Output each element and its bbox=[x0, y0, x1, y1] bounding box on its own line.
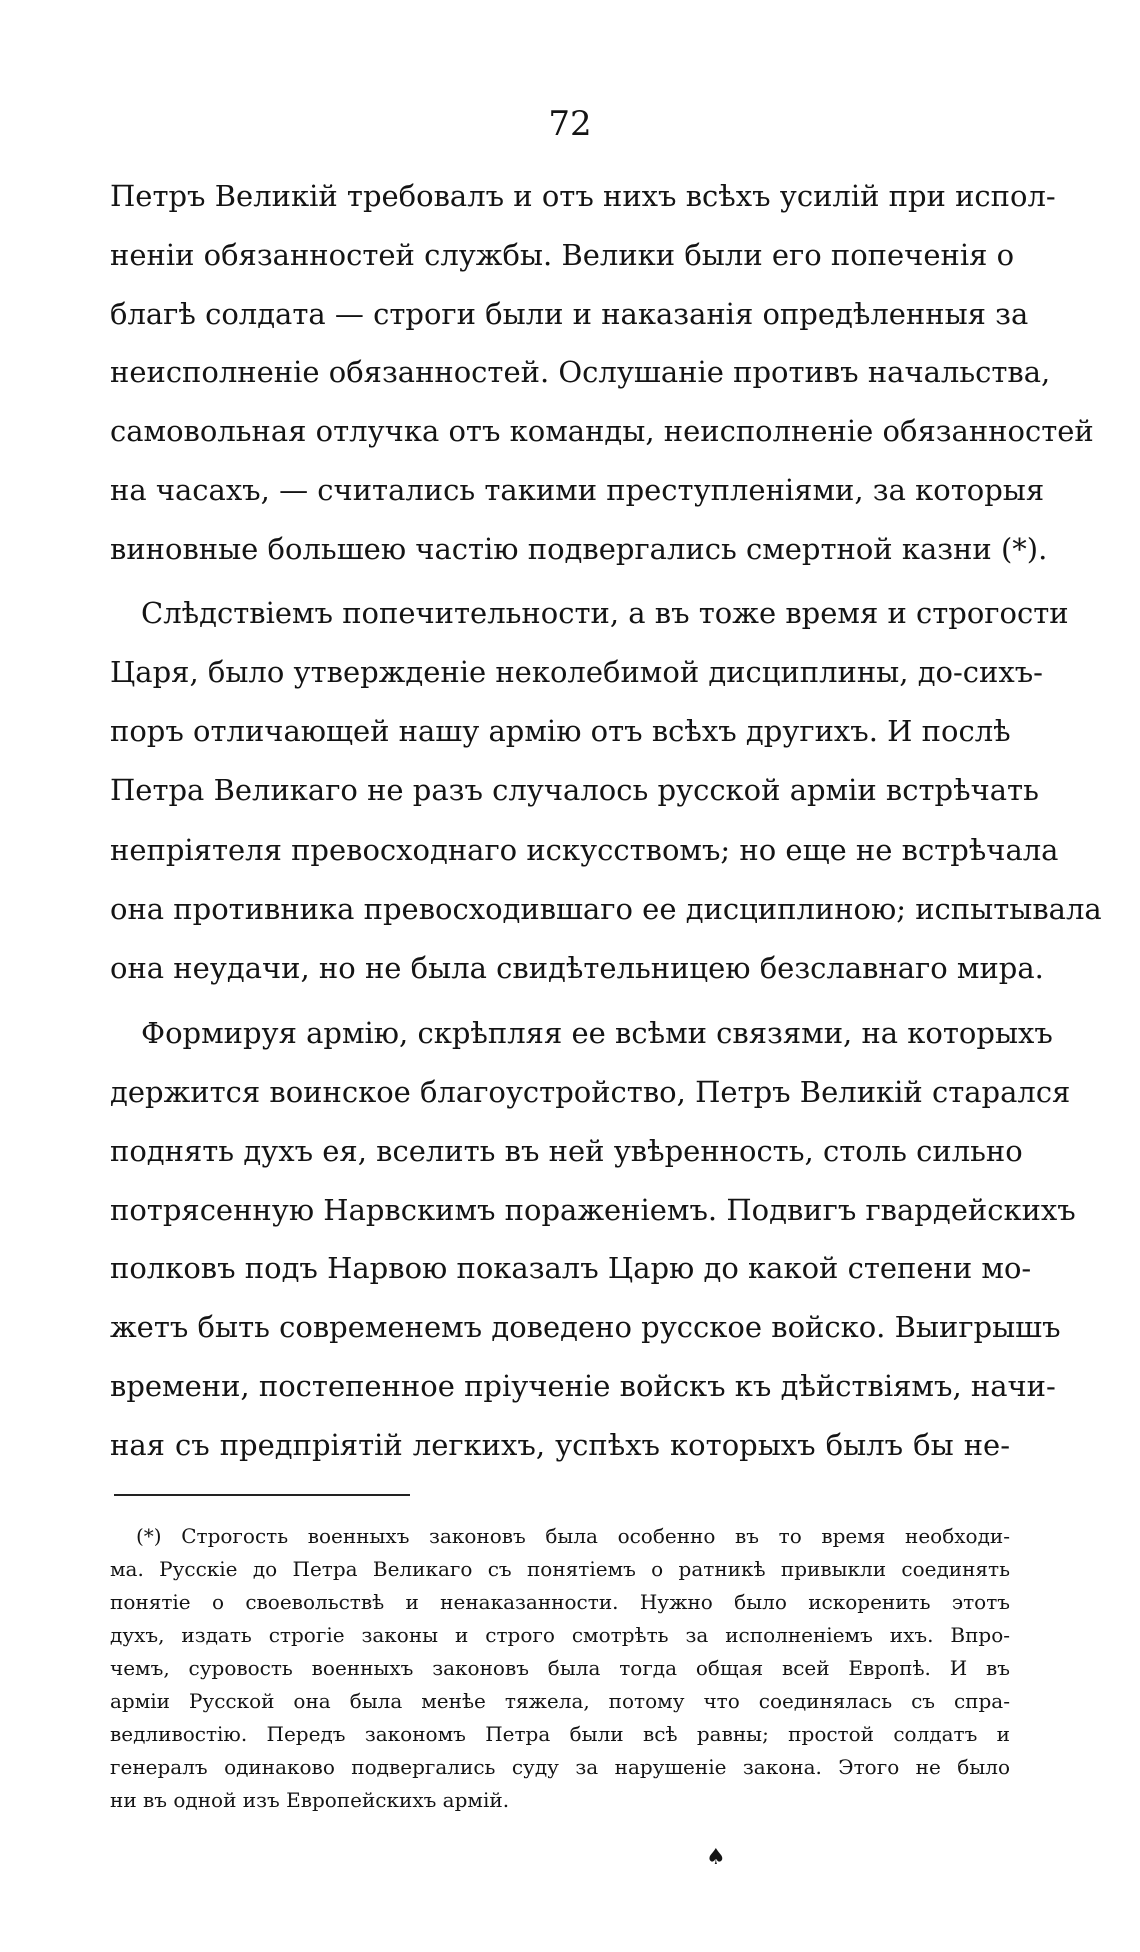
footnote-line: (*) Строгость военныхъ законовъ была особенно въ то время необходи- bbox=[136, 1524, 1010, 1548]
body-line: потрясенную Нарвскимъ пораженіемъ. Подвигъ гвардейскихъ bbox=[110, 1193, 1076, 1227]
body-line: непріятеля превосходнаго искусствомъ; но еще не встрѣчала bbox=[110, 833, 1059, 867]
body-line: Царя, было утвержденіе неколебимой дисциплины, до-сихъ- bbox=[110, 655, 1043, 689]
footnote-line: арміи Русской она была менѣе тяжела, потому что соединялась съ спра- bbox=[110, 1689, 1010, 1713]
body-line: на часахъ, — считались такими преступленіями, за которыя bbox=[110, 473, 1045, 507]
footnote-line: ма. Русскіе до Петра Великаго съ понятіемъ о ратникѣ привыкли соединять bbox=[110, 1557, 1010, 1581]
body-line: самовольная отлучка отъ команды, неисполненіе обязанностей bbox=[110, 414, 1094, 448]
body-line: времени, постепенное пріученіе войскъ къ дѣйствіямъ, начи- bbox=[110, 1369, 1056, 1403]
signature-mark: ♠ bbox=[706, 1845, 726, 1870]
body-line: неніи обязанностей службы. Велики были его попеченія о bbox=[110, 238, 1015, 272]
body-line: поръ отличающей нашу армію отъ всѣхъ другихъ. И послѣ bbox=[110, 714, 1011, 748]
body-line: Петръ Великій требовалъ и отъ нихъ всѣхъ усилій при испол- bbox=[110, 179, 1056, 213]
footnote-divider bbox=[114, 1494, 410, 1496]
footnote-line: духъ, издать строгіе законы и строго смотрѣть за исполненіемъ ихъ. Впро- bbox=[110, 1623, 1010, 1647]
footnote-line: чемъ, суровость военныхъ законовъ была тогда общая всей Европѣ. И въ bbox=[110, 1656, 1010, 1680]
body-line: она противника превосходившаго ее дисциплиною; испытывала bbox=[110, 892, 1102, 926]
footnote-line: ведливостію. Передъ закономъ Петра были всѣ равны; простой солдатъ и bbox=[110, 1722, 1010, 1746]
body-line: полковъ подъ Нарвою показалъ Царю до какой степени мо- bbox=[110, 1251, 1032, 1285]
footnote-line: понятіе о своевольствѣ и ненаказанности. Нужно было искоренить этотъ bbox=[110, 1590, 1010, 1614]
body-line: Петра Великаго не разъ случалось русской арміи встрѣчать bbox=[110, 773, 1039, 807]
body-line: Формируя армію, скрѣпляя ее всѣми связями, на которыхъ bbox=[141, 1016, 1053, 1050]
body-line: неисполненіе обязанностей. Ослушаніе противъ начальства, bbox=[110, 355, 1051, 389]
body-line: поднять духъ ея, вселить въ ней увѣренность, столь сильно bbox=[110, 1134, 1023, 1168]
body-line: она неудачи, но не была свидѣтельницею безславнаго мира. bbox=[110, 951, 1044, 985]
body-line: держится воинское благоустройство, Петръ Великій старался bbox=[110, 1075, 1071, 1109]
body-line: Слѣдствіемъ попечительности, а въ тоже время и строгости bbox=[141, 596, 1069, 630]
footnote-line: ни въ одной изъ Европейскихъ армій. bbox=[110, 1788, 510, 1812]
footnote-line: генералъ одинаково подвергались суду за нарушеніе закона. Этого не было bbox=[110, 1755, 1010, 1779]
body-line: виновные большею частію подвергались смертной казни (*). bbox=[110, 532, 1048, 566]
body-line: ная съ предпріятій легкихъ, успѣхъ которыхъ былъ бы не- bbox=[110, 1428, 1010, 1462]
body-line: жетъ быть современемъ доведено русское войско. Выигрышъ bbox=[110, 1310, 1061, 1344]
body-line: благѣ солдата — строги были и наказанія опредѣленныя за bbox=[110, 297, 1029, 331]
page-number: 72 bbox=[548, 104, 592, 144]
